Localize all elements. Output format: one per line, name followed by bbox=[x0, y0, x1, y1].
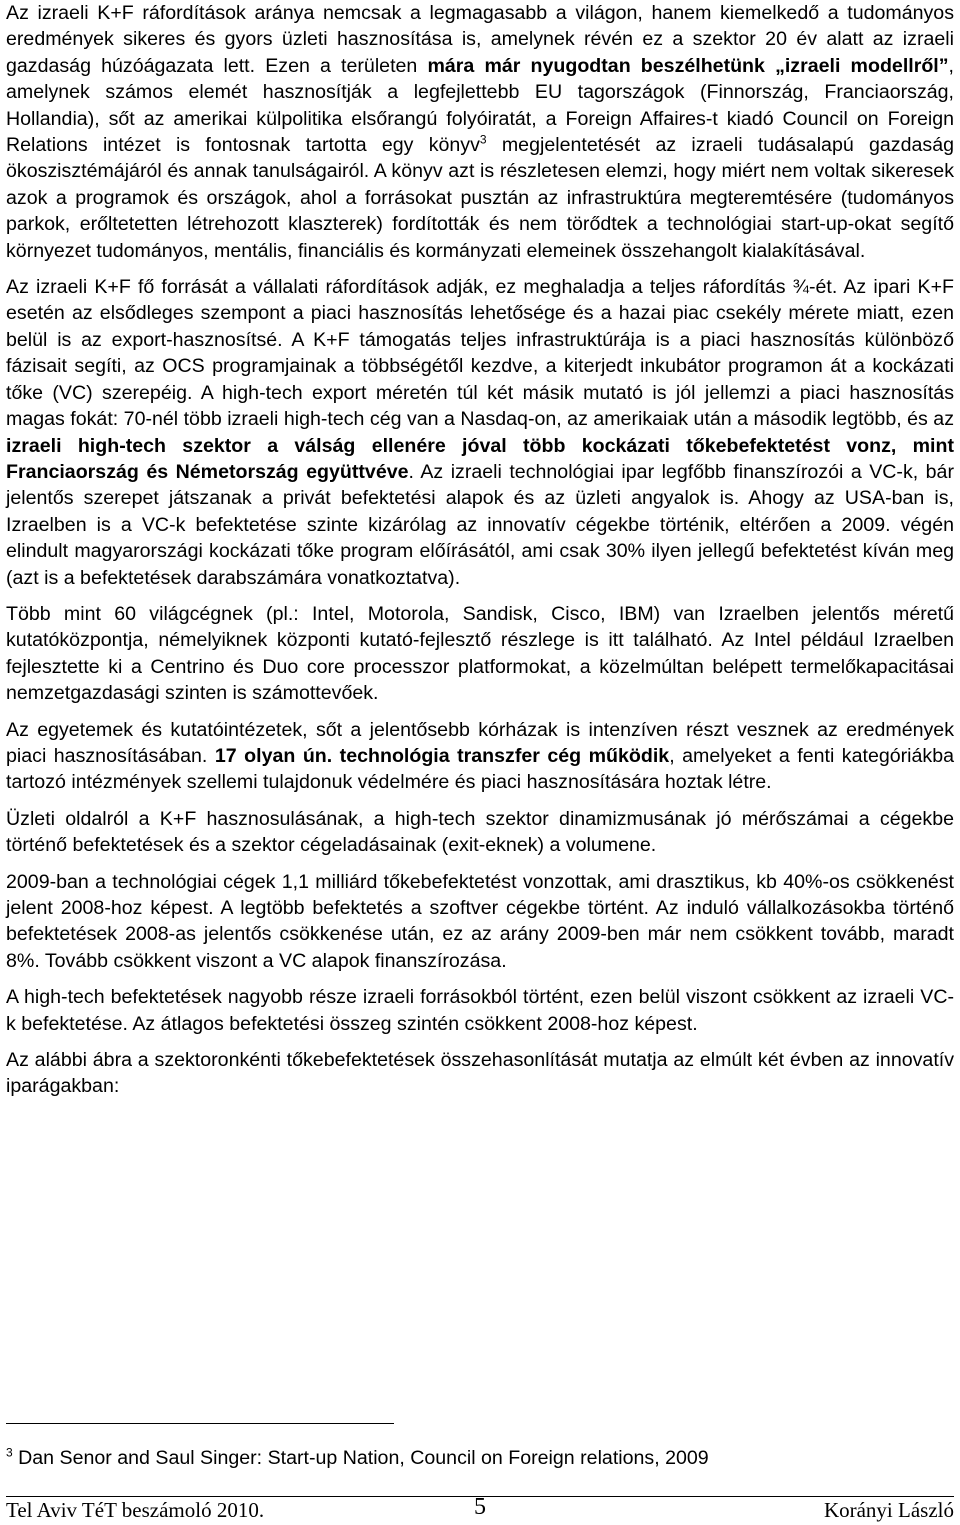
paragraph-text: Több mint 60 világcégnek (pl.: Intel, Motorola, Sandisk, Cisco, IBM) van Izraelben jelentős méretű kutatóközpontja, némelyiknek központi kutató-fejlesztő részlege is itt található. Az Intel például Izraelben fejlesztette ki a Centrino és Duo core processzor platformokat, a közelmúltan belépett termelőkapacitásai nemzetgazdasági szinten is számottevőek. bbox=[6, 602, 954, 705]
paragraph-text: , amelyeket a fenti kategóriákba tartozó intézmények szellemi tulajdonuk védelmére és piaci hasznosítására hoztak létre. bbox=[6, 744, 955, 794]
paragraph bbox=[6, 717, 954, 796]
footnote-separator bbox=[6, 1423, 394, 1424]
bold-text: 17 olyan ún. technológia transzfer cég működik bbox=[214, 744, 670, 767]
bold-text: mára már nyugodtan beszélhetünk „izraeli modellről” bbox=[427, 54, 949, 77]
paragraph bbox=[6, 869, 954, 975]
paragraph bbox=[6, 0, 954, 264]
document-body bbox=[6, 0, 954, 1100]
paragraph bbox=[6, 984, 954, 1037]
paragraph-text: 2009-ban a technológiai cégek 1,1 milliárd tőkebefektetést vonzottak, ami drasztikus, kb 40%-os csökkenést jelent 2008-hoz képest. A legtöbb befektetés a szoftver cégekbe történt. Az induló vállalkozásokba történő befektetések 2008-as jelentős csökkenése után, ez az arány 2009-ben már nem csökkent tovább, maradt 8%. Tovább csökkent viszont a VC alapok finanszírozása. bbox=[6, 870, 954, 972]
paragraph-text: A high-tech befektetések nagyobb része izraeli forrásokból történt, ezen belül viszont csökkent az izraeli VC-k befektetése. Az átlagos befektetési összeg szintén csökkent 2008-hoz képest. bbox=[6, 986, 954, 1035]
paragraph bbox=[6, 274, 954, 591]
paragraph-text: , amelynek számos elemét hasznosítják a legfejlettebb EU tagországok (Finnország, Franciaország, Hollandia), sőt az amerikai külpolitika elsőrangú folyóiratát, a Foreign Affaires-t kiadó Council on Foreign Relations intézet is fontosnak tartotta egy könyv bbox=[6, 54, 954, 157]
page-number: 5 bbox=[474, 1494, 486, 1520]
footnote-number: 3 bbox=[6, 1445, 13, 1460]
footnote-reference: 3 bbox=[479, 132, 487, 147]
paragraph bbox=[6, 601, 954, 707]
footnote-text: Dan Senor and Saul Singer: Start-up Nation, Council on Foreign relations, 2009 bbox=[12, 1447, 709, 1469]
page-footer bbox=[6, 1494, 954, 1523]
paragraph-text: Az izraeli K+F fő forrását a vállalati ráfordítások adják, ez meghaladja a teljes ráfordítás ¾-ét. Az ipari K+F esetén az elsődleges szempont a piaci hasznosítás lehetősége és a hazai piac csekély mérete miatt, ezen belül is az export-hasznosítsé. A K+F támogatás teljes infrastruktúrája is a piaci hasznosítás különböző fázisait segíti, az OCS programjainak a többségétől kezdve, a kiterjedt inkubátor programon át a kockázati tőke (VC) szerepéig. A high-tech export méretén túl két másik mutató is jól jellemzi a piaci hasznosítás magas fokát: 70-nél több izraeli high-tech cég van a Nasdaq-on, az amerikaiak után a második legtöbb, és az bbox=[6, 276, 954, 431]
paragraph-text: . Az izraeli technológiai ipar legfőbb finanszírozói a VC-k, bár jelentős szerepet játszanak a privát befektetési alapok és az üzleti angyalok is. Ahogy az USA-ban is, Izraelben is a VC-k befektetése szinte kizárólag az innovatív cégekbe történik, eltérően a 2009. végén elindult magyarországi kockázati tőke program előírásától, ami csak 30% ilyen jellegű befektetést kíván meg (azt is a befektetések darabszámára vonatkoztatva). bbox=[6, 460, 954, 589]
paragraph bbox=[6, 806, 954, 859]
paragraph-text: Az alábbi ábra a szektoronkénti tőkebefektetések összehasonlítását mutatja az elmúlt két évben az innovatív iparágakban: bbox=[6, 1049, 954, 1098]
paragraph bbox=[6, 1047, 954, 1100]
paragraph-text: Üzleti oldalról a K+F hasznosulásának, a high-tech szektor dinamizmusának jó mérőszámai a cégekbe történő befektetések és a szektor cégeladásainak (exit-eknek) a volumene. bbox=[6, 807, 954, 857]
footnote bbox=[6, 1445, 954, 1471]
paragraph-text: Az egyetemek és kutatóintézetek, sőt a jelentősebb kórházak is intenzíven részt vesznek az eredmények piaci hasznosításában. bbox=[6, 718, 954, 767]
footer-report-title: Tel Aviv TéT beszámoló 2010. bbox=[6, 1498, 265, 1522]
bold-text: izraeli high-tech szektor a válság ellenére jóval több kockázati tőkebefektetést vonz, mint Franciaország és Németország együttvéve bbox=[6, 434, 954, 483]
footer-author: Korányi László bbox=[823, 1498, 954, 1522]
paragraph-text: Az izraeli K+F ráfordítások aránya nemcsak a legmagasabb a világon, hanem kiemelkedő a tudományos eredmények sikeres és gyors üzleti hasznosítása is, amelynek révén ez a szektor 20 év alatt az izraeli gazdaság húzóágazata lett. Ezen a területen bbox=[6, 2, 954, 77]
paragraph-text: megjelentetését az izraeli tudásalapú gazdaság ökoszisztémájáról és annak tanulságairól. A könyv azt is részletesen elemzi, hogy miért nem voltak sikeresek azok a programok és országok, ahol a forrásokat pusztán az infrastruktúra megteremtésére (tudományos parkok, erőltetetten létrehozott klaszterek) fordították és nem törődtek a technológiai start-up-okat segítő környezet tudományos, mentális, financiális és kormányzati elemeinek összehangolt kialakításával. bbox=[6, 134, 954, 262]
